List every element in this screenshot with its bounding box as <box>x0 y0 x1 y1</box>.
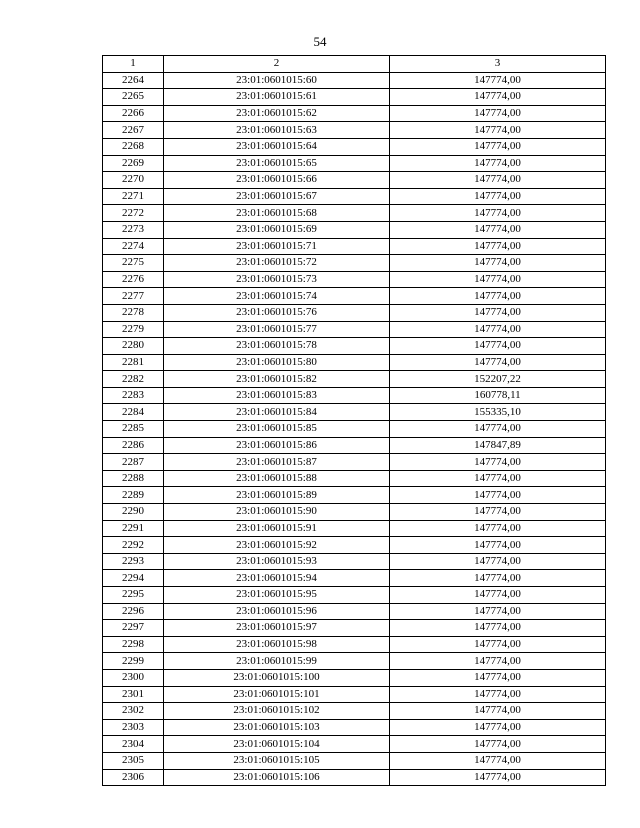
cadastral-number-cell: 23:01:0601015:71 <box>164 238 390 255</box>
row-number-cell: 2297 <box>103 620 164 637</box>
cadastral-number-cell: 23:01:0601015:63 <box>164 122 390 139</box>
value-cell: 147774,00 <box>390 421 606 438</box>
row-number-cell: 2292 <box>103 537 164 554</box>
value-cell: 147774,00 <box>390 105 606 122</box>
row-number-cell: 2288 <box>103 470 164 487</box>
cadastral-number-cell: 23:01:0601015:77 <box>164 321 390 338</box>
value-cell: 147774,00 <box>390 172 606 189</box>
row-number-cell: 2279 <box>103 321 164 338</box>
table-row <box>103 769 606 786</box>
table-row <box>103 470 606 487</box>
cadastral-number-cell: 23:01:0601015:67 <box>164 188 390 205</box>
value-cell: 147774,00 <box>390 321 606 338</box>
row-number-cell: 2298 <box>103 636 164 653</box>
table-row <box>103 570 606 587</box>
table-row <box>103 752 606 769</box>
row-number-cell: 2266 <box>103 105 164 122</box>
row-number-cell: 2268 <box>103 138 164 155</box>
value-cell: 147774,00 <box>390 288 606 305</box>
table-row <box>103 636 606 653</box>
table-row <box>103 437 606 454</box>
cadastral-number-cell: 23:01:0601015:91 <box>164 520 390 537</box>
cadastral-number-cell: 23:01:0601015:66 <box>164 172 390 189</box>
table-row <box>103 89 606 106</box>
row-number-cell: 2267 <box>103 122 164 139</box>
table-row <box>103 421 606 438</box>
value-cell: 147774,00 <box>390 570 606 587</box>
row-number-cell: 2295 <box>103 587 164 604</box>
row-number-cell: 2289 <box>103 487 164 504</box>
cadastral-number-cell: 23:01:0601015:83 <box>164 387 390 404</box>
table-row <box>103 321 606 338</box>
cadastral-number-cell: 23:01:0601015:61 <box>164 89 390 106</box>
table-row <box>103 387 606 404</box>
table-row <box>103 504 606 521</box>
cadastral-number-cell: 23:01:0601015:92 <box>164 537 390 554</box>
header-row <box>103 56 606 73</box>
value-cell: 147774,00 <box>390 238 606 255</box>
data-table <box>102 55 606 786</box>
row-number-cell: 2296 <box>103 603 164 620</box>
value-cell: 147774,00 <box>390 669 606 686</box>
cadastral-number-cell: 23:01:0601015:84 <box>164 404 390 421</box>
row-number-cell: 2290 <box>103 504 164 521</box>
row-number-cell: 2271 <box>103 188 164 205</box>
value-cell: 147774,00 <box>390 304 606 321</box>
table-row <box>103 520 606 537</box>
table-row <box>103 587 606 604</box>
cadastral-number-cell: 23:01:0601015:104 <box>164 736 390 753</box>
row-number-cell: 2274 <box>103 238 164 255</box>
value-cell: 147774,00 <box>390 72 606 89</box>
row-number-cell: 2278 <box>103 304 164 321</box>
cadastral-number-cell: 23:01:0601015:80 <box>164 354 390 371</box>
value-cell: 147774,00 <box>390 354 606 371</box>
cadastral-number-cell: 23:01:0601015:93 <box>164 553 390 570</box>
row-number-cell: 2283 <box>103 387 164 404</box>
column-header-1: 1 <box>103 56 164 73</box>
cadastral-number-cell: 23:01:0601015:106 <box>164 769 390 786</box>
table-row <box>103 653 606 670</box>
cadastral-number-cell: 23:01:0601015:72 <box>164 255 390 272</box>
table-row <box>103 354 606 371</box>
row-number-cell: 2280 <box>103 338 164 355</box>
value-cell: 147847,89 <box>390 437 606 454</box>
value-cell: 147774,00 <box>390 752 606 769</box>
value-cell: 147774,00 <box>390 221 606 238</box>
cadastral-number-cell: 23:01:0601015:103 <box>164 719 390 736</box>
value-cell: 147774,00 <box>390 338 606 355</box>
cadastral-number-cell: 23:01:0601015:96 <box>164 603 390 620</box>
table-row <box>103 288 606 305</box>
row-number-cell: 2284 <box>103 404 164 421</box>
row-number-cell: 2294 <box>103 570 164 587</box>
row-number-cell: 2264 <box>103 72 164 89</box>
cadastral-number-cell: 23:01:0601015:105 <box>164 752 390 769</box>
cadastral-number-cell: 23:01:0601015:99 <box>164 653 390 670</box>
table-row <box>103 404 606 421</box>
cadastral-number-cell: 23:01:0601015:95 <box>164 587 390 604</box>
value-cell: 147774,00 <box>390 587 606 604</box>
table-row <box>103 304 606 321</box>
value-cell: 147774,00 <box>390 138 606 155</box>
cadastral-number-cell: 23:01:0601015:90 <box>164 504 390 521</box>
table-row <box>103 255 606 272</box>
value-cell: 147774,00 <box>390 736 606 753</box>
table-row <box>103 188 606 205</box>
value-cell: 152207,22 <box>390 371 606 388</box>
table-row <box>103 736 606 753</box>
row-number-cell: 2277 <box>103 288 164 305</box>
value-cell: 147774,00 <box>390 653 606 670</box>
value-cell: 147774,00 <box>390 686 606 703</box>
row-number-cell: 2273 <box>103 221 164 238</box>
cadastral-number-cell: 23:01:0601015:62 <box>164 105 390 122</box>
cadastral-number-cell: 23:01:0601015:68 <box>164 205 390 222</box>
row-number-cell: 2306 <box>103 769 164 786</box>
table-row <box>103 138 606 155</box>
row-number-cell: 2281 <box>103 354 164 371</box>
table-row <box>103 172 606 189</box>
cadastral-number-cell: 23:01:0601015:64 <box>164 138 390 155</box>
cadastral-number-cell: 23:01:0601015:89 <box>164 487 390 504</box>
row-number-cell: 2303 <box>103 719 164 736</box>
cadastral-number-cell: 23:01:0601015:60 <box>164 72 390 89</box>
cadastral-number-cell: 23:01:0601015:100 <box>164 669 390 686</box>
value-cell: 147774,00 <box>390 188 606 205</box>
value-cell: 147774,00 <box>390 719 606 736</box>
column-header-3: 3 <box>390 56 606 73</box>
cadastral-number-cell: 23:01:0601015:98 <box>164 636 390 653</box>
value-cell: 160778,11 <box>390 387 606 404</box>
table-row <box>103 72 606 89</box>
row-number-cell: 2269 <box>103 155 164 172</box>
cadastral-number-cell: 23:01:0601015:78 <box>164 338 390 355</box>
table-row <box>103 719 606 736</box>
cadastral-number-cell: 23:01:0601015:87 <box>164 454 390 471</box>
value-cell: 147774,00 <box>390 537 606 554</box>
value-cell: 147774,00 <box>390 504 606 521</box>
value-cell: 147774,00 <box>390 89 606 106</box>
cadastral-number-cell: 23:01:0601015:88 <box>164 470 390 487</box>
table-row <box>103 105 606 122</box>
table-row <box>103 487 606 504</box>
cadastral-number-cell: 23:01:0601015:102 <box>164 703 390 720</box>
value-cell: 147774,00 <box>390 255 606 272</box>
row-number-cell: 2285 <box>103 421 164 438</box>
page-number: 54 <box>313 34 327 49</box>
value-cell: 155335,10 <box>390 404 606 421</box>
value-cell: 147774,00 <box>390 553 606 570</box>
table-row <box>103 553 606 570</box>
table-row <box>103 686 606 703</box>
cadastral-number-cell: 23:01:0601015:94 <box>164 570 390 587</box>
column-header-2: 2 <box>164 56 390 73</box>
cadastral-number-cell: 23:01:0601015:97 <box>164 620 390 637</box>
cadastral-number-cell: 23:01:0601015:74 <box>164 288 390 305</box>
table-row <box>103 537 606 554</box>
cadastral-number-cell: 23:01:0601015:73 <box>164 271 390 288</box>
row-number-cell: 2302 <box>103 703 164 720</box>
table-row <box>103 703 606 720</box>
row-number-cell: 2276 <box>103 271 164 288</box>
value-cell: 147774,00 <box>390 620 606 637</box>
row-number-cell: 2305 <box>103 752 164 769</box>
value-cell: 147774,00 <box>390 703 606 720</box>
value-cell: 147774,00 <box>390 636 606 653</box>
row-number-cell: 2301 <box>103 686 164 703</box>
table-row <box>103 122 606 139</box>
row-number-cell: 2293 <box>103 553 164 570</box>
table-row <box>103 205 606 222</box>
table-row <box>103 603 606 620</box>
cadastral-number-cell: 23:01:0601015:101 <box>164 686 390 703</box>
table-row <box>103 221 606 238</box>
row-number-cell: 2287 <box>103 454 164 471</box>
table-row <box>103 271 606 288</box>
row-number-cell: 2291 <box>103 520 164 537</box>
value-cell: 147774,00 <box>390 520 606 537</box>
table-row <box>103 338 606 355</box>
cadastral-number-cell: 23:01:0601015:76 <box>164 304 390 321</box>
table-row <box>103 669 606 686</box>
row-number-cell: 2286 <box>103 437 164 454</box>
value-cell: 147774,00 <box>390 470 606 487</box>
row-number-cell: 2304 <box>103 736 164 753</box>
row-number-cell: 2275 <box>103 255 164 272</box>
row-number-cell: 2265 <box>103 89 164 106</box>
cadastral-number-cell: 23:01:0601015:69 <box>164 221 390 238</box>
cadastral-number-cell: 23:01:0601015:65 <box>164 155 390 172</box>
table-row <box>103 371 606 388</box>
table-row <box>103 238 606 255</box>
table-row <box>103 620 606 637</box>
cadastral-number-cell: 23:01:0601015:85 <box>164 421 390 438</box>
table-body <box>103 72 606 786</box>
table-row <box>103 454 606 471</box>
row-number-cell: 2272 <box>103 205 164 222</box>
value-cell: 147774,00 <box>390 155 606 172</box>
row-number-cell: 2300 <box>103 669 164 686</box>
value-cell: 147774,00 <box>390 487 606 504</box>
row-number-cell: 2299 <box>103 653 164 670</box>
value-cell: 147774,00 <box>390 271 606 288</box>
cadastral-number-cell: 23:01:0601015:86 <box>164 437 390 454</box>
value-cell: 147774,00 <box>390 122 606 139</box>
row-number-cell: 2270 <box>103 172 164 189</box>
value-cell: 147774,00 <box>390 769 606 786</box>
table-row <box>103 155 606 172</box>
value-cell: 147774,00 <box>390 205 606 222</box>
value-cell: 147774,00 <box>390 454 606 471</box>
cadastral-number-cell: 23:01:0601015:82 <box>164 371 390 388</box>
row-number-cell: 2282 <box>103 371 164 388</box>
value-cell: 147774,00 <box>390 603 606 620</box>
